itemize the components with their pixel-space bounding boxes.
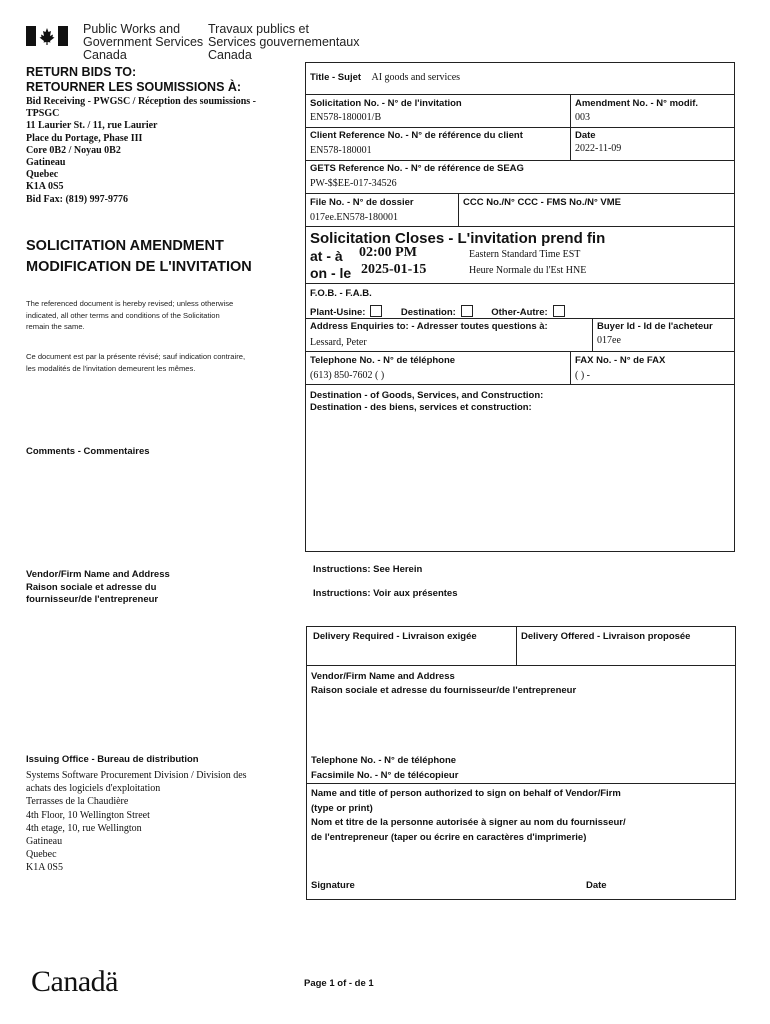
solicitation-no-value: EN578-180001/B <box>310 112 382 123</box>
closes-date: 2025-01-15 <box>361 262 427 277</box>
closes-at-label: at - à <box>310 248 343 264</box>
other-label: Other-Autre: <box>491 307 548 318</box>
buyer-id-label: Buyer Id - Id de l'acheteur <box>597 321 713 332</box>
date-value: 2022-11-09 <box>575 143 622 154</box>
comments-label: Comments - Commentaires <box>26 446 150 457</box>
other-checkbox[interactable] <box>553 305 565 317</box>
delivery-offered-label: Delivery Offered - Livraison proposée <box>521 631 691 642</box>
gets-ref-label: GETS Reference No. - N° de référence de SEAG <box>310 163 524 174</box>
amendment-no-label: Amendment No. - N° modif. <box>575 98 699 109</box>
page-number: Page 1 of - de 1 <box>304 978 374 989</box>
department-name-fr: Travaux publics et Services gouvernementaux Canada <box>208 22 360 62</box>
gets-ref-value: PW-$$EE-017-34526 <box>310 178 397 189</box>
return-address: Bid Receiving - PWGSC / Réception des soumissions - TPSGC 11 Laurier St. / 11, rue Laurier Place du Portage, Phase III Core 0B2 / Noyau 0B2 Gatineau Quebec K1A 0S5 Bid Fax: (819) 997-9776 <box>26 96 257 205</box>
address-enquiries-label: Address Enquiries to: - Adresser toutes questions à: <box>310 321 548 332</box>
client-ref-label: Client Reference No. - N° de référence du client <box>310 130 523 141</box>
fax-value: ( ) - <box>575 370 590 381</box>
fob-label: F.O.B. - F.A.B. <box>310 288 372 299</box>
destination-checkbox[interactable] <box>461 305 473 317</box>
canada-flag-icon <box>26 26 68 46</box>
delivery-required-label: Delivery Required - Livraison exigée <box>313 631 477 642</box>
plant-checkbox[interactable] <box>370 305 382 317</box>
ccc-no-label: CCC No./N° CCC - FMS No./N° VME <box>463 197 622 208</box>
department-name-en: Public Works and Government Services Canada <box>83 22 204 62</box>
issuing-office-address: Systems Software Procurement Division / Division des achats des logiciels d'exploitation Terrasses de la Chaudière 4th Floor, 10 Wellington Street 4th etage, 10, rue Wellington Gatineau Quebec K1A 0S5 <box>26 770 247 874</box>
note-en: The referenced document is hereby revised; unless otherwise indicated, all other terms and conditions of the Solicitation remain the same. <box>26 299 234 331</box>
solicitation-no-label: Solicitation No. - N° de l'invitation <box>310 98 462 109</box>
title-field <box>310 67 460 85</box>
note-fr: Ce document est par la présente révisé; sauf indication contraire, les modalités de l'invitation demeurent les mêmes. <box>26 352 246 373</box>
destination-label: Destination - of Goods, Services, and Construction: Destination - des biens, services et construction: <box>310 390 544 413</box>
date-label: Date <box>575 130 596 141</box>
signature-label: Signature <box>311 880 355 891</box>
vendor-label-left: Vendor/Firm Name and Address Raison sociale et adresse du fournisseur/de l'entrepreneur <box>26 569 170 605</box>
address-enquiries-value: Lessard, Peter <box>310 337 367 348</box>
fob-options <box>310 302 565 320</box>
title-label: Title - Sujet <box>310 72 362 83</box>
closes-tz-fr: Heure Normale du l'Est HNE <box>469 265 587 276</box>
authorized-person-label: Name and title of person authorized to sign on behalf of Vendor/Firm (type or print) Nom et titre de la personne autorisée à signer au nom du fournisseur/ de l'entrepreneur (taper ou écrire en caractères d'imprimerie) <box>311 788 626 843</box>
vendor-telephone-label: Telephone No. - N° de téléphone <box>311 755 457 766</box>
telephone-label: Telephone No. - N° de téléphone <box>310 355 456 366</box>
closes-on-label: on - le <box>310 265 352 281</box>
file-no-value: 017ee.EN578-180001 <box>310 212 399 223</box>
amendment-no-value: 003 <box>575 112 590 123</box>
signature-date-label: Date <box>586 880 607 891</box>
plant-label: Plant-Usine: <box>310 307 366 318</box>
instructions-fr: Instructions: Voir aux présentes <box>313 588 458 599</box>
closes-tz-en: Eastern Standard Time EST <box>469 249 581 260</box>
amendment-title: SOLICITATION AMENDMENT MODIFICATION DE L'INVITATION <box>26 238 252 275</box>
fax-label: FAX No. - N° de FAX <box>575 355 666 366</box>
closes-time: 02:00 PM <box>359 245 417 260</box>
destination-option-label: Destination: <box>400 307 456 318</box>
instructions-en: Instructions: See Herein <box>313 564 423 575</box>
buyer-id-value: 017ee <box>597 335 621 346</box>
vendor-name-label: Vendor/Firm Name and Address Raison sociale et adresse du fournisseur/de l'entrepreneur <box>311 671 577 696</box>
issuing-office-label: Issuing Office - Bureau de distribution <box>26 754 199 765</box>
vendor-fax-label: Facsimile No. - N° de télécopieur <box>311 770 459 781</box>
return-bids-heading: RETURN BIDS TO: RETOURNER LES SOUMISSIONS À: <box>26 65 242 94</box>
title-value: AI goods and services <box>371 72 461 83</box>
closes-title: Solicitation Closes - L'invitation prend fin <box>310 230 606 247</box>
file-no-label: File No. - N° de dossier <box>310 197 414 208</box>
telephone-value: (613) 850-7602 ( ) <box>310 370 385 381</box>
canada-wordmark: Canadä <box>31 965 118 998</box>
client-ref-value: EN578-180001 <box>310 145 372 156</box>
